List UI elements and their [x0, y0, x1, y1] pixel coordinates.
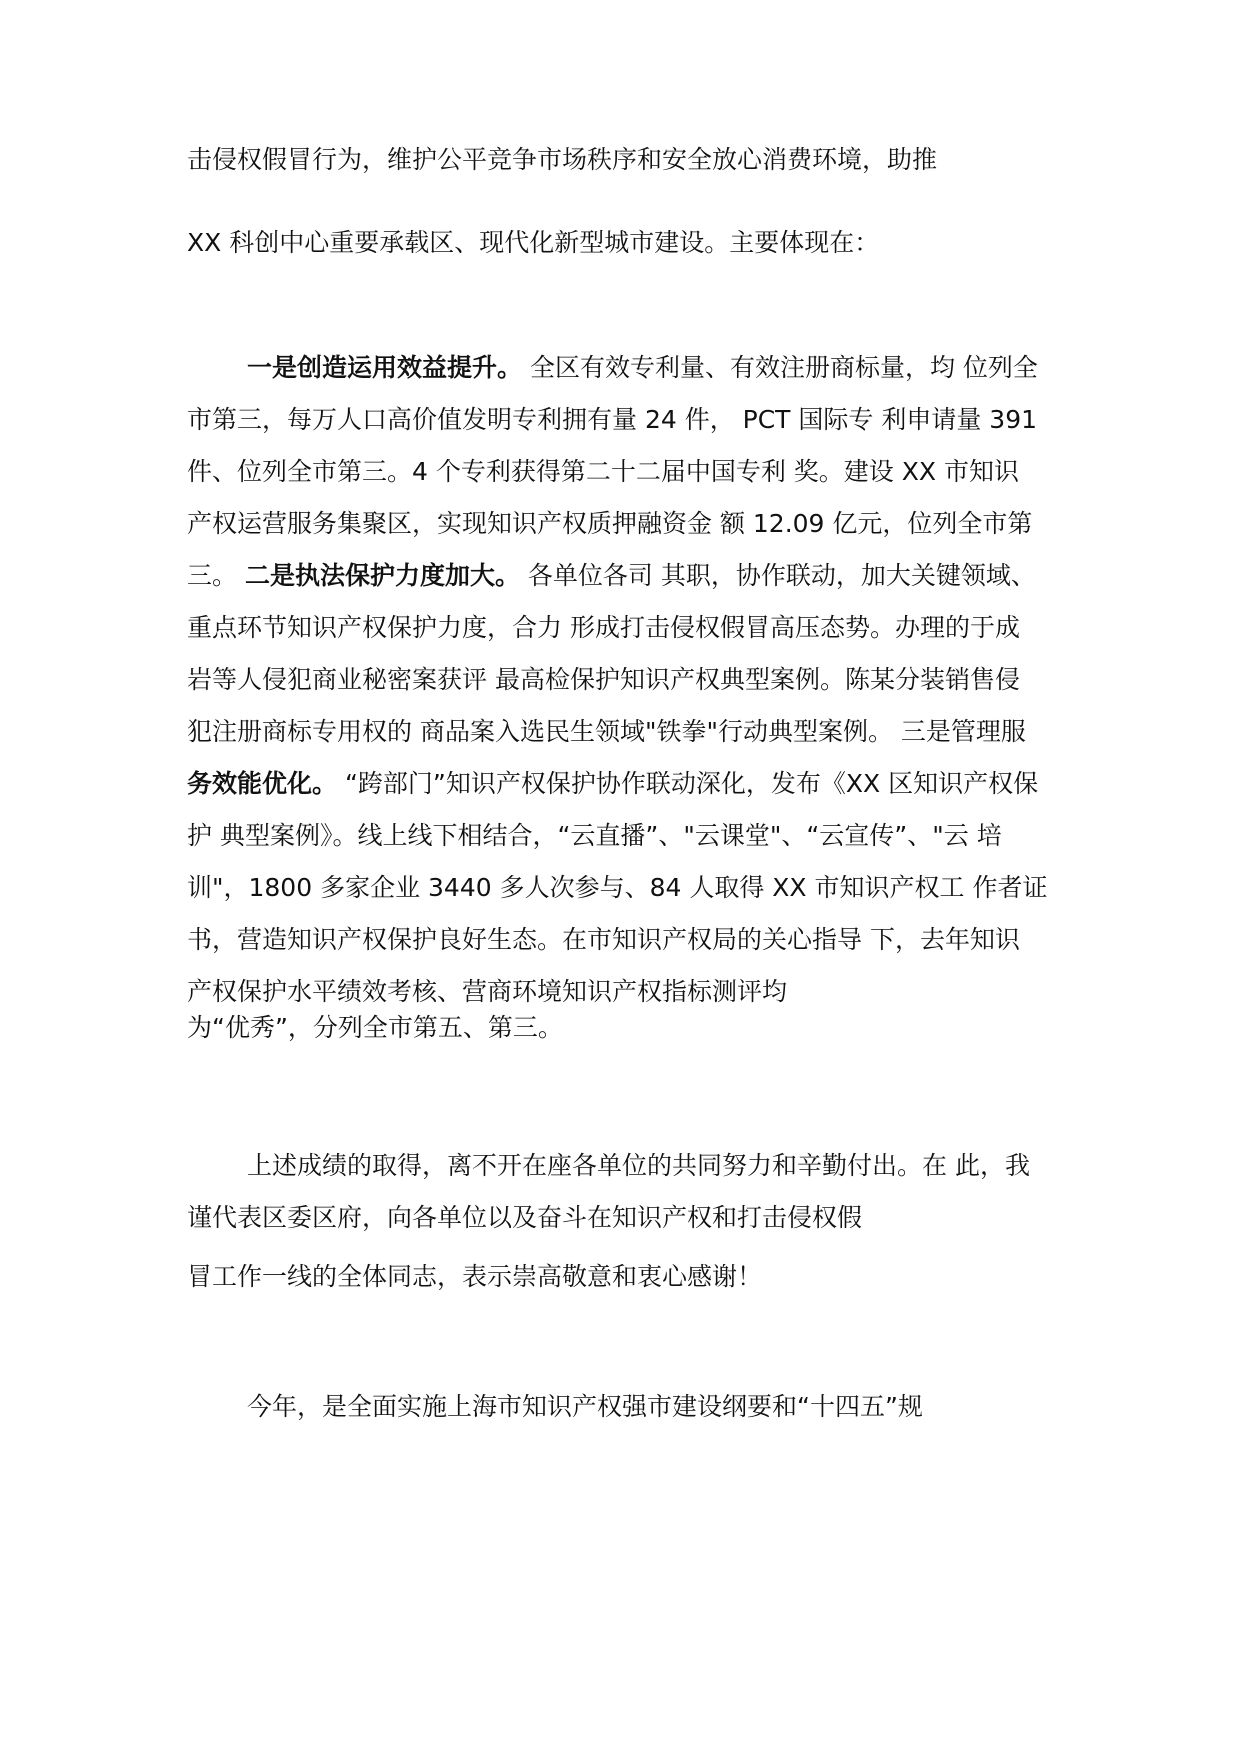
achievements-line-3: 件、位列全市第三。4 个专利获得第二十二届中国专利 奖。建设 XX 市知识 — [187, 457, 1019, 486]
outlook-line: 今年，是全面实施上海市知识产权强市建设纲要和“十四五”规 — [247, 1392, 923, 1421]
achievements-line-8: 犯注册商标专用权的 商品案入选民生领域"铁拳"行动典型案例。 三是管理服 — [187, 717, 1026, 746]
achievements-line-6: 重点环节知识产权保护力度，合力 形成打击侵权假冒高压态势。办理的于成 — [187, 613, 1020, 642]
thanks-tail-line: 冒工作一线的全体同志，表示崇高敬意和衷心感谢！ — [187, 1262, 763, 1291]
achievements-paragraph — [187, 342, 1067, 1018]
thanks-line-2: 谨代表区委区府，向各单位以及奋斗在知识产权和打击侵权假 — [187, 1203, 863, 1232]
achievements-line-5: 三。 二是执法保护力度加大。 各单位各司 其职，协作联动，加大关键领域、 — [187, 561, 1036, 590]
achievements-line-10: 护 典型案例》。线上线下相结合，“云直播”、"云课堂"、“云宣传”、"云 培 — [187, 821, 1002, 850]
achievements-line-7: 岩等人侵犯商业秘密案获评 最高检保护知识产权典型案例。陈某分装销售侵 — [187, 665, 1020, 694]
thanks-paragraph — [187, 1140, 1067, 1244]
intro-line-1: 击侵权假冒行为，维护公平竞争市场秩序和安全放心消费环境，助推 — [187, 145, 938, 174]
thanks-line-1: 上述成绩的取得，离不开在座各单位的共同努力和辛勤付出。在 此，我 — [247, 1151, 1030, 1180]
achievements-line-2: 市第三，每万人口高价值发明专利拥有量 24 件， PCT 国际专 利申请量 391 — [187, 405, 1038, 434]
bold-heading-creation: 一是创造运用效益提升。 — [247, 353, 523, 382]
bold-heading-enforcement: 二是执法保护力度加大。 — [244, 561, 520, 590]
bold-heading-service: 务效能优化。 — [187, 769, 338, 798]
achievements-line-12: 书，营造知识产权保护良好生态。在市知识产权局的关心指导 下，去年知识 — [187, 925, 1020, 954]
achievements-line-13: 产权保护水平绩效考核、营商环境知识产权指标测评均 — [187, 977, 788, 1006]
achievements-line-4: 产权运营服务集聚区，实现知识产权质押融资金 额 12.09 亿元，位列全市第 — [187, 509, 1033, 538]
achievements-line-1: 一是创造运用效益提升。 全区有效专利量、有效注册商标量，均 位列全 — [247, 353, 1038, 382]
achievements-tail-line: 为“优秀”，分列全市第五、第三。 — [187, 1013, 563, 1042]
achievements-line-11: 训"，1800 多家企业 3440 多人次参与、84 人取得 XX 市知识产权工 作者证 — [187, 873, 1048, 902]
intro-line-2: XX 科创中心重要承载区、现代化新型城市建设。主要体现在： — [187, 228, 880, 257]
achievements-line-9: 务效能优化。 “跨部门”知识产权保护协作联动深化，发布《XX 区知识产权保 — [187, 769, 1039, 798]
